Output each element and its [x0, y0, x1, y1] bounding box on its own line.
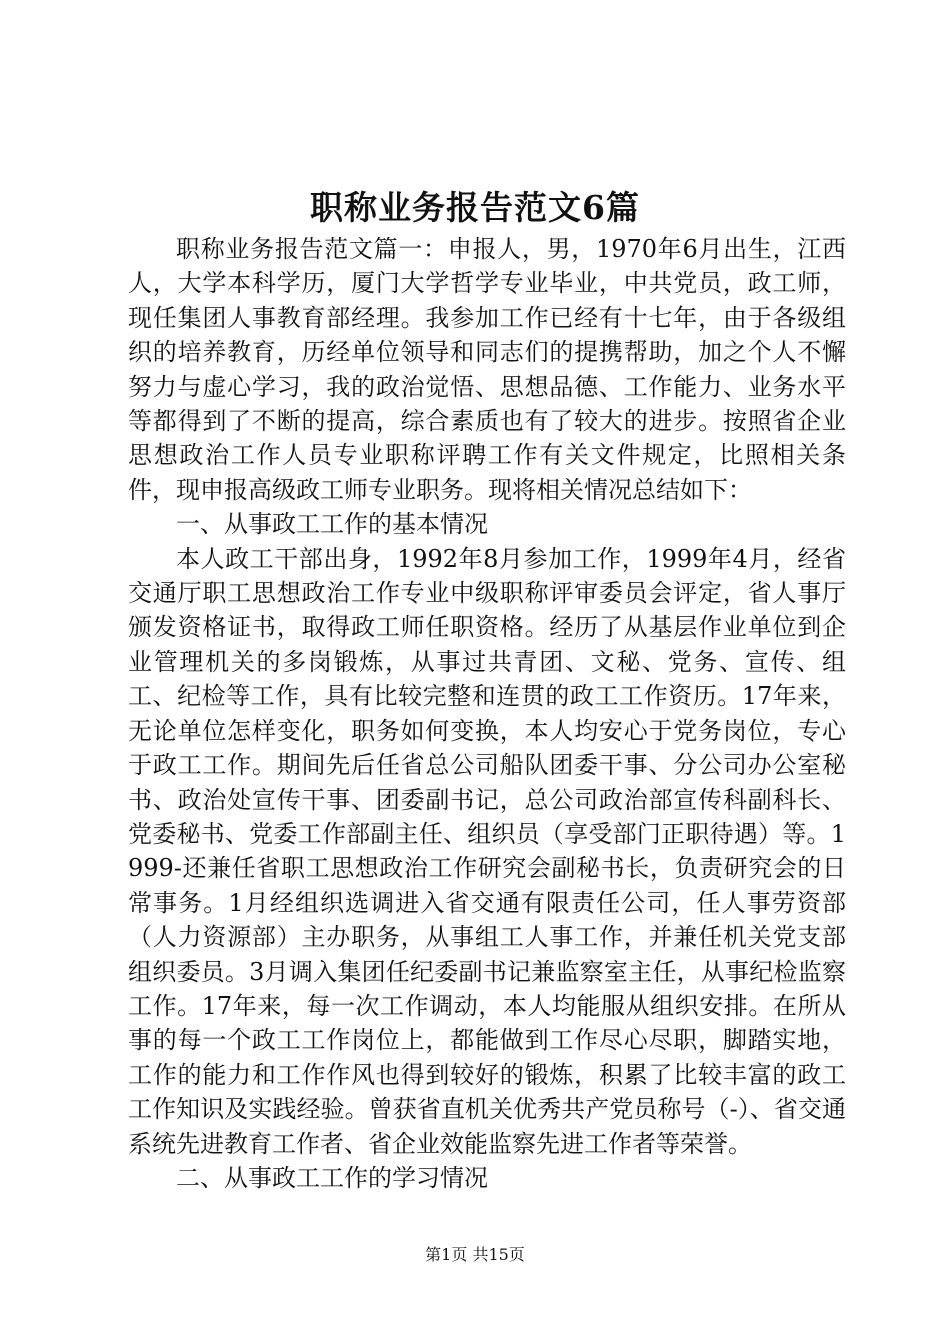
section-heading-2: 二、从事政工工作的学习情况 [176, 1163, 488, 1192]
section-heading-1: 一、从事政工工作的基本情况 [176, 510, 488, 539]
document-title: 职称业务报告范文6篇 [310, 188, 640, 227]
paragraph-section-1: 本人政工干部出身，1992年8月参加工作，1999年4月，经省交通厅职工思想政治工作专业中级职称评审委员会评定，省人事厅颁发资格证书，取得政工师任职资格。经历了从基层作业单位到企业管理机关的多岗锻炼，从事过共青团、文秘、党务、宣传、组工、纪检等工作，具有比较完整和连贯的政工工作资历。17年来，无论单位怎样变化，职务如何变换，本人均安心于党务岗位，专心于政工工作。期间先后任省总公司船队团委干事、分公司办公室秘书、政治处宣传干事、团委副书记，总公司政治部宣传科副科长、党委秘书、党委工作部副主任、组织员（享受部门正职待遇）等。1999-还兼任省职工思想政治工作研究会副秘书长，负责研究会的日常事务。1月经组织选调进入省交通有限责任公司，任人事劳资部（人力资源部）主办职务，从事组工人事工作，并兼任机关党支部组织委员。3月调入集团任纪委副书记兼监察室主任，从事纪检监察工作。17年来，每一次工作调动，本人均能服从组织安排。在所从事的每一个政工工作岗位上，都能做到工作尽心尽职，脚踏实地，工作的能力和工作作风也得到较好的锻炼，积累了比较丰富的政工工作知识及实践经验。曾获省直机关优秀共产党员称号（-）、省交通系统先进教育工作者、省企业效能监察先进工作者等荣誉。 [128, 544, 846, 1158]
page-footer: 第1页 共15页 [425, 1245, 525, 1264]
paragraph-intro: 职称业务报告范文篇一：申报人，男，1970年6月出生，江西人，大学本科学历，厦门大学哲学专业毕业，中共党员，政工师，现任集团人事教育部经理。我参加工作已经有十七年，由于各级组织的培养教育，历经单位领导和同志们的提携帮助，加之个人不懈努力与虚心学习，我的政治觉悟、思想品德、工作能力、业务水平等都得到了不断的提高，综合素质也有了较大的进步。按照省企业思想政治工作人员专业职称评聘工作有关文件规定，比照相关条件，现申报高级政工师专业职务。现将相关情况总结如下： [128, 235, 846, 504]
document-body [128, 232, 846, 1195]
